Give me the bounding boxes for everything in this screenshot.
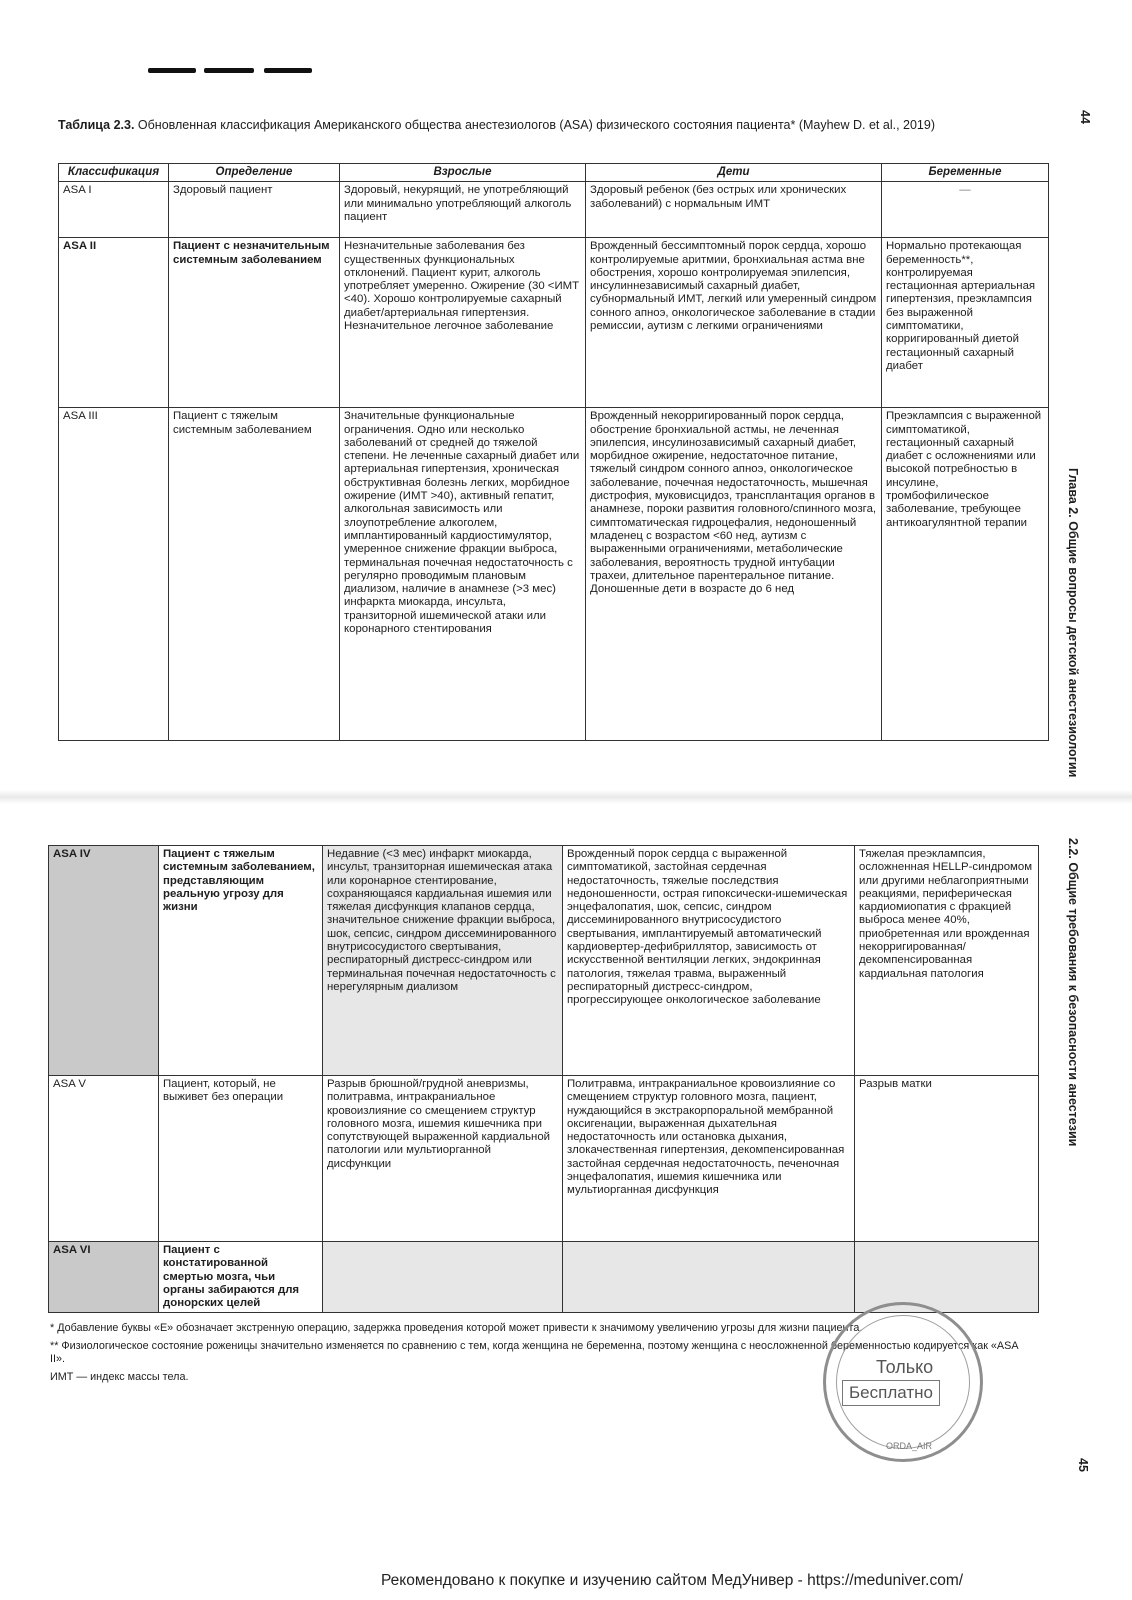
cell-definition: Здоровый пациент bbox=[169, 182, 340, 238]
cell-definition: Пациент с констатированной смертью мозга, чьи органы забираются для донорских целей bbox=[159, 1242, 323, 1313]
stamp-text-main: Бесплатно bbox=[842, 1380, 940, 1406]
recommendation-footer: Рекомендовано к покупке и изучению сайтом МедУнивер - https://meduniver.com/ bbox=[381, 1572, 964, 1589]
table-row-asa-1 bbox=[59, 182, 1049, 238]
cell-pregnant: Нормально протекающая беременность**, контролируемая гестационная артериальная гипертензия, преэклампсия без выраженной симптоматики, корригированный диетой гестационный сахарный диабет bbox=[882, 238, 1049, 408]
table-header-row bbox=[59, 164, 1049, 182]
cell-adults: Недавние (<3 мес) инфаркт миокарда, инсульт, транзиторная ишемическая атака или коронарное стентирование, сохраняющаяся кардиальная ишемия или тяжелая дисфункция клапанов сердца, значительное снижение фракции выброса, шок, сепсис, синдром диссеминированного внутрисосудистого свертывания, респираторный дистресс-синдром или терминальная почечная недостаточность с нерегулярным диализом bbox=[323, 846, 563, 1076]
cell-adults: Здоровый, некурящий, не употребляющий или минимально употребляющий алкоголь пациент bbox=[340, 182, 586, 238]
cell-definition: Пациент, который, не выживет без операции bbox=[159, 1076, 323, 1242]
page-number-top: 44 bbox=[1078, 110, 1092, 124]
header-children: Дети bbox=[586, 164, 882, 182]
footnote-3: ИМТ — индекс массы тела. bbox=[50, 1370, 189, 1383]
asa-table-part-1 bbox=[58, 163, 1049, 741]
top-dash-2 bbox=[204, 68, 254, 73]
header-adults: Взрослые bbox=[340, 164, 586, 182]
cell-pregnant: Тяжелая преэклампсия, осложненная HELLP-синдромом или другими неблагоприятными реакциями, периферическая кардиомиопатия с фракцией выброса менее 40%, приобретенная или врожденная некорригированная/декомпенсированная кардиальная патология bbox=[855, 846, 1039, 1076]
table-row-asa-5 bbox=[49, 1076, 1039, 1242]
stamp bbox=[823, 1302, 983, 1462]
cell-definition: Пациент с незначительным системным заболеванием bbox=[169, 238, 340, 408]
page-number-bottom: 45 bbox=[1076, 1458, 1090, 1472]
cell-definition: Пациент с тяжелым системным заболеванием bbox=[169, 408, 340, 741]
cell-class: ASA I bbox=[59, 182, 169, 238]
header-classification: Классификация bbox=[59, 164, 169, 182]
table-caption bbox=[58, 118, 1048, 133]
cell-children: Врожденный порок сердца с выраженной симптоматикой, застойная сердечная недостаточность, тяжелые последствия недоношенности, острая гипоксически-ишемическая энцефалопатия, шок, сепсис, синдром диссеминированного внутрисосудистого свертывания, имплантируемый автоматический кардиовертер-дефибриллятор, зависимость от искусственной вентиляции легких, эндокринная патология, тяжелая травма, выраженный респираторный дистресс-синдром, прогрессирующее онкологическое заболевание bbox=[563, 846, 855, 1076]
page-divider bbox=[0, 790, 1132, 804]
cell-class: ASA VI bbox=[49, 1242, 159, 1313]
cell-adults: Незначительные заболевания без существенных функциональных отклонений. Пациент курит, алкоголь употребляет умеренно. Ожирение (30 <ИМТ <40). Хорошо контролируемые сахарный диабет/артериальная гипертензия. Незначительное легочное заболевание bbox=[340, 238, 586, 408]
cell-class: ASA III bbox=[59, 408, 169, 741]
stamp-text-top: Только bbox=[876, 1357, 934, 1377]
cell-children: Врожденный бессимптомный порок сердца, хорошо контролируемые аритмии, бронхиальная астма вне обострения, хорошо контролируемая эпилепсия, инсулиннезависимый сахарный диабет, субнормальный ИМТ, легкий или умеренный синдром сонного апноэ, онкологическое заболевание в стадии ремиссии, аутизм с легкими ограничениями bbox=[586, 238, 882, 408]
top-dash-3 bbox=[264, 68, 312, 73]
header-pregnant: Беременные bbox=[882, 164, 1049, 182]
cell-pregnant: Разрыв матки bbox=[855, 1076, 1039, 1242]
cell-class: ASA II bbox=[59, 238, 169, 408]
cell-adults bbox=[323, 1242, 563, 1313]
header-definition: Определение bbox=[169, 164, 340, 182]
cell-adults: Разрыв брюшной/грудной аневризмы, политравма, интракраниальное кровоизлияние со смещением структур головного мозга, ишемия кишечника при сопутствующей выраженной кардиальной патологии или мультиорганной дисфункции bbox=[323, 1076, 563, 1242]
cell-children: Врожденный некорригированный порок сердца, обострение бронхиальной астмы, не леченная эпилепсия, инсулинозависимый сахарный диабет, морбидное ожирение, недостаточное питание, тяжелый синдром сонного апноэ, онкологическое заболевание, почечная недостаточность, мышечная дистрофия, муковисцидоз, трансплантация органов в анамнезе, пороки развития головного/спинного мозга, симптоматическая гидроцефалия, недоношенный младенец с возрастом <60 нед, аутизм с выраженными ограничениями, метаболические заболевания, вероятность трудной интубации трахеи, длительное парентеральное питание. Доношенные дети в возрасте до 6 нед bbox=[586, 408, 882, 741]
caption-label: Таблица 2.3. bbox=[58, 118, 135, 132]
cell-pregnant: — bbox=[882, 182, 1049, 238]
table-row-asa-3 bbox=[59, 408, 1049, 741]
chapter-running-head: Глава 2. Общие вопросы детской анестезиологии bbox=[1066, 468, 1080, 778]
cell-pregnant: Преэклампсия с выраженной симптоматикой, гестационный сахарный диабет с осложнениями или высокой потребностью в инсулине, тромбофилическое заболевание, требующее антикоагулянтной терапии bbox=[882, 408, 1049, 741]
cell-class: ASA V bbox=[49, 1076, 159, 1242]
cell-pregnant bbox=[855, 1242, 1039, 1313]
table-row-asa-2 bbox=[59, 238, 1049, 408]
cell-adults: Значительные функциональные ограничения. Одно или несколько заболеваний от средней до тяжелой степени. Не леченные сахарный диабет или артериальная гипертензия, хроническая обструктивная болезнь легких, морбидное ожирение (ИМТ >40), активный гепатит, алкогольная зависимость или злоупотребление алкоголем, имплантированный кардиостимулятор, умеренное снижение фракции выброса, терминальная почечная недостаточность с регулярно проводимым плановым диализом, наличие в анамнезе (>3 мес) инфаркта миокарда, инсульта, транзиторной ишемической атаки или коронарного стентирования bbox=[340, 408, 586, 741]
section-running-head: 2.2. Общие требования к безопасности анестезии bbox=[1066, 838, 1080, 1147]
stamp-text-bottom: ORDA_AIR bbox=[886, 1441, 933, 1451]
caption-text: Обновленная классификация Американского общества анестезиологов (ASA) физического состояния пациента* (Mayhew D. et al., 2019) bbox=[137, 118, 935, 132]
footnote-2: ** Физиологическое состояние роженицы значительно изменяется по сравнению с тем, когда женщина не беременна, поэтому женщина с неосложненной беременностью кодируется как «ASA II». bbox=[50, 1339, 1018, 1365]
table-row-asa-4 bbox=[49, 846, 1039, 1076]
cell-class: ASA IV bbox=[49, 846, 159, 1076]
cell-children: Политравма, интракраниальное кровоизлияние со смещением структур головного мозга, пациент, нуждающийся в экстракорпоральной мембранной оксигенации, выраженная дыхательная недостаточность или остановка дыхания, злокачественная гипертензия, декомпенсированная застойная сердечная недостаточность, печеночная энцефалопатия, ишемия кишечника или мультиорганная дисфункция bbox=[563, 1076, 855, 1242]
asa-table-part-2 bbox=[48, 845, 1039, 1313]
cell-definition: Пациент с тяжелым системным заболеванием, представляющим реальную угрозу для жизни bbox=[159, 846, 323, 1076]
footnote-1: * Добавление буквы «Е» обозначает экстренную операцию, задержка проведения которой может привести к значимому увеличению угрозы для жизни пациента. bbox=[50, 1322, 863, 1334]
cell-children bbox=[563, 1242, 855, 1313]
top-dash-1 bbox=[148, 68, 196, 73]
cell-children: Здоровый ребенок (без острых или хронических заболеваний) с нормальным ИМТ bbox=[586, 182, 882, 238]
